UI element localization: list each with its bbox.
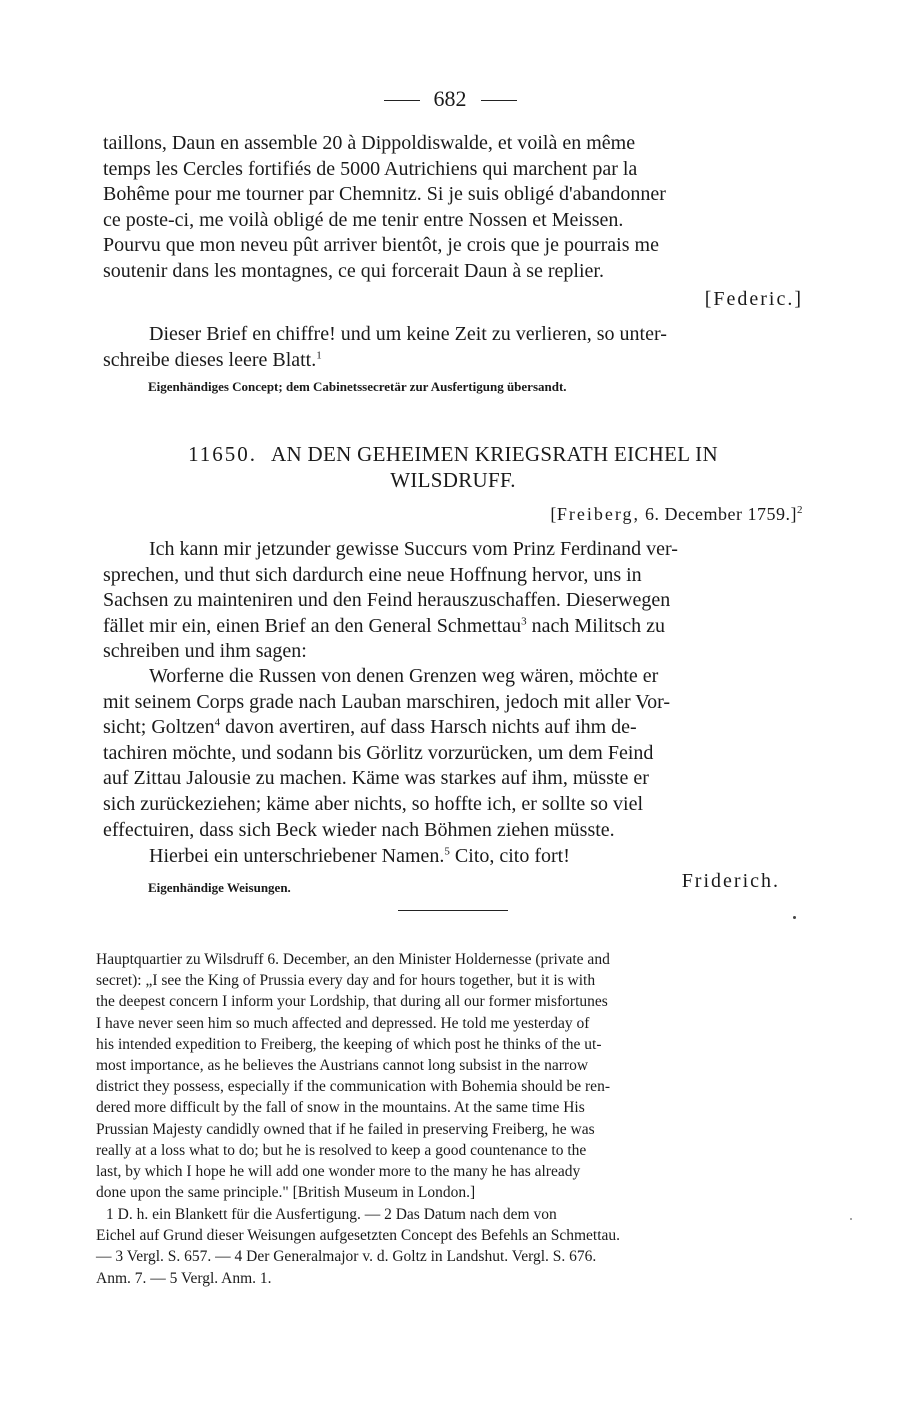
document-heading [103, 441, 803, 493]
print-speck [793, 916, 796, 919]
footnote-line: most importance, as he believes the Austrians cannot long subsist in the narrow [96, 1057, 589, 1075]
text-line: sich zurückeziehen; käme aber nichts, so hoffte ich, er sollte so viel [103, 792, 643, 815]
document-title: AN DEN GEHEIMEN KRIEGSRATH EICHEL IN [271, 442, 718, 466]
footnote-ref: 3 [521, 615, 527, 628]
heading-line-1 [103, 441, 803, 467]
text-line: auf Zittau Jalousie zu machen. Käme was starkes auf ihm, müsste er [103, 767, 649, 790]
text-line: temps les Cercles fortifiés de 5000 Autrichiens qui marchent par la [103, 157, 638, 180]
footnote-line: district they possess, especially if the communication with Bohemia should be ren- [96, 1078, 610, 1096]
paragraph-1 [103, 537, 803, 665]
paragraph-2 [103, 664, 803, 843]
footnote-line: — 3 Vergl. S. 657. — 4 Der Generalmajor v. d. Goltz in Landshut. Vergl. S. 676. [96, 1248, 597, 1266]
footnote-ref: 1 [316, 348, 322, 361]
text-line: mit seinem Corps grade nach Lauban marschiren, jedoch mit aller Vor- [103, 690, 671, 713]
footnote-line: last, by which I hope he will add one wonder more to the many he has already [96, 1163, 581, 1181]
text-line: Pourvu que mon neveu pût arriver bientôt, je crois que je pourrais me [103, 234, 659, 257]
footnote-ref: 5 [444, 845, 450, 858]
text-line: fället mir ein, einen Brief an den General Schmettau$^3$ nach Militsch zu [103, 614, 665, 637]
header-dash-left [384, 100, 420, 101]
footnote-line: 1 D. h. ein Blankett für die Ausfertigung. — 2 Das Datum nach dem von [106, 1206, 557, 1223]
footnote-line: Prussian Majesty candidly owned that if he failed in preserving Freiberg, he was [96, 1120, 595, 1138]
source-note: Eigenhändiges Concept; dem Cabinetssecretär zur Ausfertigung übersandt. [148, 379, 567, 394]
footnote-quote [96, 949, 804, 1203]
footnote-separator [398, 910, 508, 911]
letter-end-text [103, 131, 803, 285]
header-dash-right [481, 100, 517, 101]
heading-line-2: WILSDRUFF. [390, 468, 516, 492]
footnote-ref: 2 [797, 504, 803, 516]
footnote-notes [96, 1204, 804, 1289]
text-line: Sachsen zu mainteniren und den Feind herauszuschaffen. Dieserwegen [103, 589, 671, 612]
document-number: 11650. [188, 442, 258, 466]
text-line: tachiren möchte, und sodann bis Görlitz vorzurücken, um dem Feind [103, 741, 654, 764]
page-header [0, 86, 900, 112]
postscript-line: schreibe dieses leere Blatt.$^1$ [103, 348, 322, 371]
postscript [103, 322, 803, 373]
page-number: 682 [433, 86, 467, 111]
text-line: soutenir dans les montagnes, ce qui forcerait Daun à se replier. [103, 259, 604, 282]
footnote-line: Hauptquartier zu Wilsdruff 6. December, an den Minister Holdernesse (private and [96, 951, 610, 968]
text-line: ce poste-ci, me voilà obligé de me tenir entre Nossen et Meissen. [103, 208, 624, 231]
footnote-line: dered more difficult by the fall of snow in the mountains. At the same time His [96, 1099, 585, 1117]
footnote-line: his intended expedition to Freiberg, the keeping of which post he thinks of the ut- [96, 1035, 602, 1053]
footnote-line: secret): „I see the King of Prussia every day and for hours together, but it is with [96, 972, 596, 990]
closing-line: Hierbei ein unterschriebener Namen.$^5$ Cito, cito fort! [149, 845, 570, 867]
text-line: Worferne die Russen von denen Grenzen weg wären, möchte er [149, 665, 659, 687]
dateline: [Freiberg, 6. December 1759.]$^2$ [550, 504, 803, 524]
text-line: effectuiren, dass sich Beck wieder nach Böhmen ziehen müsste. [103, 818, 615, 841]
postscript-line: Dieser Brief en chiffre! und um keine Zeit zu verlieren, so unter- [149, 323, 667, 345]
text-line: taillons, Daun en assemble 20 à Dippoldiswalde, et voilà en même [103, 132, 636, 154]
date-place: Freiberg, [556, 504, 641, 524]
date-text: 6. December 1759.] [645, 504, 797, 524]
text-line: Ich kann mir jetzunder gewisse Succurs vom Prinz Ferdinand ver- [149, 538, 678, 560]
text-line: sprechen, und thut sich dardurch eine neue Hoffnung hervor, uns in [103, 563, 642, 586]
text-line: sicht; Goltzen$^4$ davon avertiren, auf dass Harsch nichts auf ihm de- [103, 716, 637, 739]
print-speck [850, 1218, 852, 1220]
source-note: Eigenhändige Weisungen. [148, 880, 291, 895]
text-line: schreiben und ihm sagen: [103, 640, 307, 663]
footnote-ref: 4 [214, 716, 221, 729]
footnote-line: Anm. 7. — 5 Vergl. Anm. 1. [96, 1269, 272, 1287]
letter-signature: [Federic.] [704, 288, 803, 310]
footnote-line: the deepest concern I inform your Lordship, that during all our former misfortunes [96, 993, 608, 1011]
text-line: Bohême pour me tourner par Chemnitz. Si je suis obligé d'abandonner [103, 183, 666, 206]
footnote-line: Eichel auf Grund dieser Weisungen aufgesetzten Concept des Befehls an Schmettau. [96, 1227, 621, 1245]
footnote-line: I have never seen him so much affected and depressed. He told me yesterday of [96, 1014, 590, 1032]
footnote-line: really at a loss what to do; but he is resolved to keep a good countenance to the [96, 1141, 587, 1159]
document-signature: Friderich. [681, 870, 780, 892]
footnote-line: done upon the same principle." [British Museum in London.] [96, 1184, 476, 1202]
